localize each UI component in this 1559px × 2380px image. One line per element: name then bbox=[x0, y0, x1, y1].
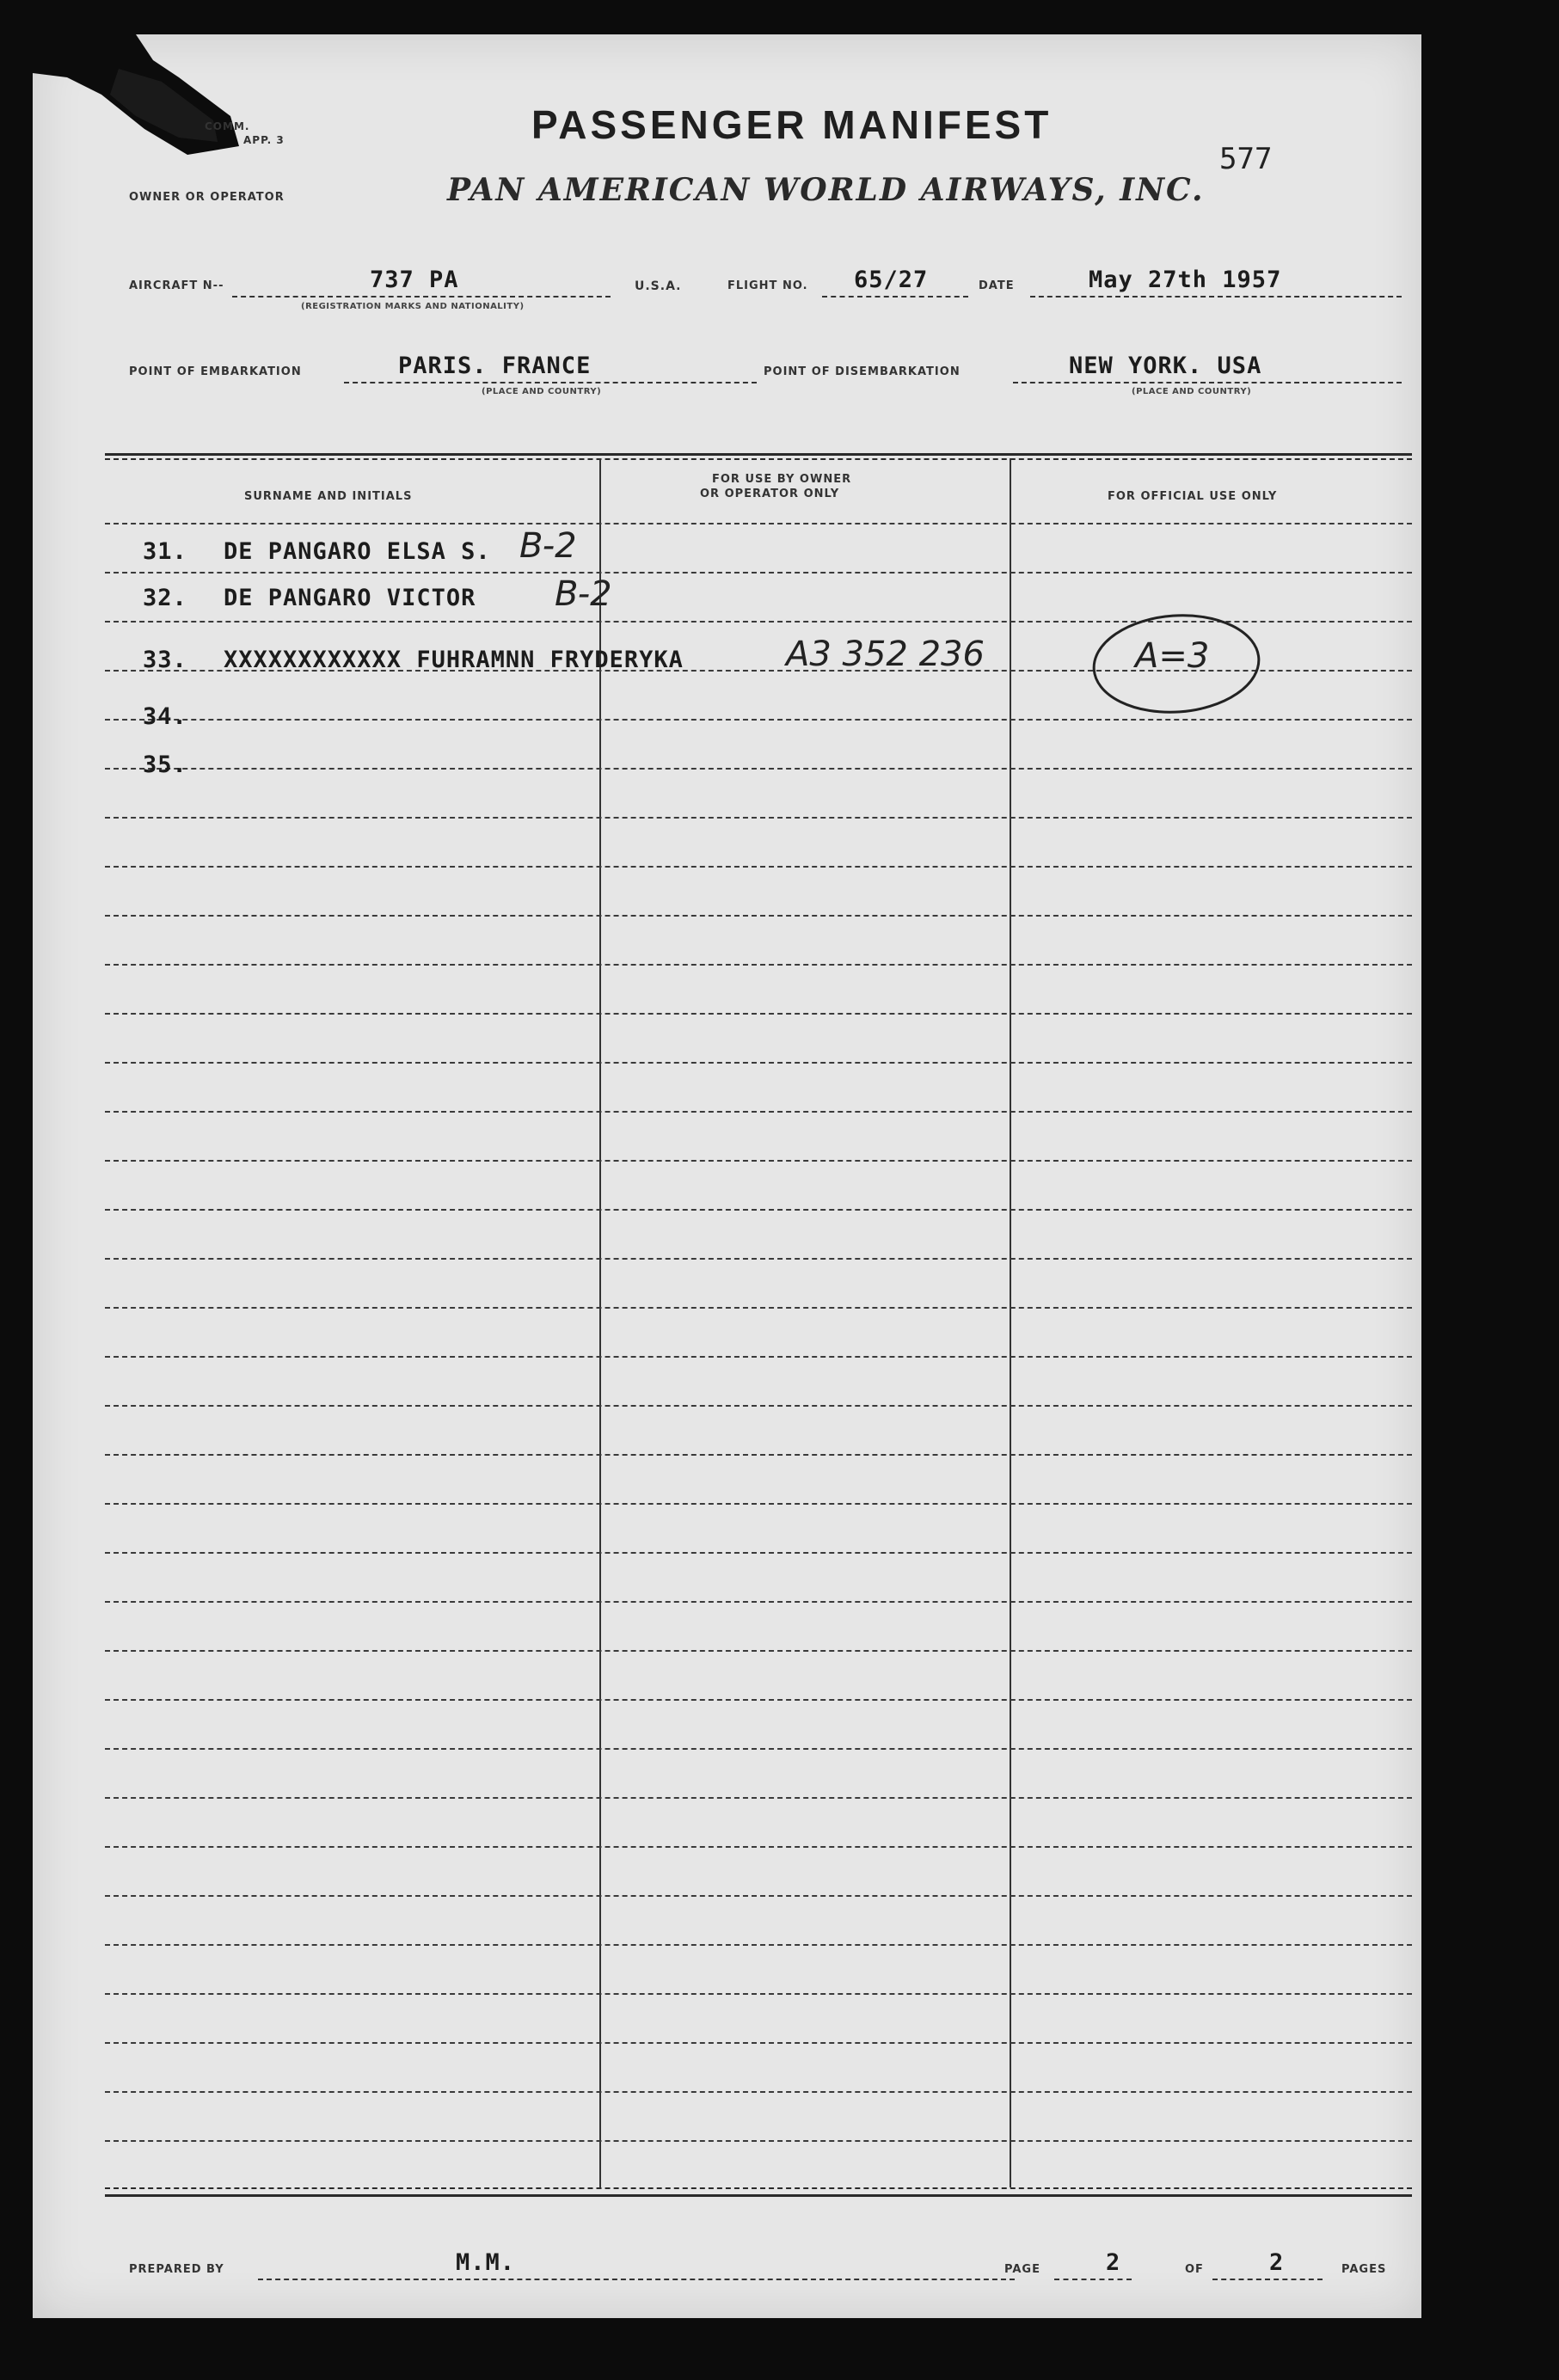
table-row-line bbox=[105, 1748, 1412, 1750]
date-label: DATE bbox=[979, 279, 1015, 292]
aircraft-value: 737 PA bbox=[370, 267, 459, 293]
row-33-number: 33. bbox=[143, 647, 187, 673]
row-31-name: DE PANGARO ELSA S. bbox=[224, 538, 491, 565]
table-row-line bbox=[105, 915, 1412, 917]
table-row-line bbox=[105, 1601, 1412, 1603]
row-34-number: 34. bbox=[143, 703, 187, 730]
table-row-line bbox=[105, 1160, 1412, 1162]
row-32-name: DE PANGARO VICTOR bbox=[224, 585, 476, 611]
table-row-line bbox=[105, 1356, 1412, 1358]
table-row-line bbox=[105, 1307, 1412, 1309]
table-row-line bbox=[105, 1846, 1412, 1848]
table-row-line bbox=[105, 572, 1412, 574]
operator-label: OWNER OR OPERATOR bbox=[129, 191, 285, 204]
flight-label: FLIGHT NO. bbox=[727, 279, 808, 292]
disembarkation-caption: (PLACE AND COUNTRY) bbox=[1132, 387, 1252, 396]
aircraft-country: U.S.A. bbox=[635, 279, 682, 293]
form-code-line1: COMM. bbox=[205, 120, 250, 132]
manifest-sheet bbox=[33, 34, 1421, 2318]
column-header-owner-line2: OR OPERATOR ONLY bbox=[700, 488, 840, 500]
row-32-note: B-2 bbox=[555, 574, 612, 614]
table-row-line bbox=[105, 1699, 1412, 1701]
stamp-number: 577 bbox=[1219, 142, 1273, 176]
embarkation-caption: (PLACE AND COUNTRY) bbox=[482, 387, 602, 396]
table-row-line bbox=[105, 1503, 1412, 1505]
disembarkation-value: NEW YORK. USA bbox=[1069, 353, 1262, 379]
page-label: PAGE bbox=[1004, 2263, 1040, 2276]
of-label: OF bbox=[1185, 2263, 1204, 2276]
table-row-line bbox=[105, 1944, 1412, 1946]
row-31-number: 31. bbox=[143, 538, 187, 565]
table-row-line bbox=[105, 1013, 1412, 1015]
table-row-line bbox=[105, 2140, 1412, 2142]
table-top-rule bbox=[105, 453, 1412, 456]
table-row-line bbox=[105, 1552, 1412, 1554]
table-row-line bbox=[105, 2091, 1412, 2093]
table-row-line bbox=[105, 2042, 1412, 2044]
table-row-line bbox=[105, 768, 1412, 770]
row-35-number: 35. bbox=[143, 751, 187, 778]
pages-label: PAGES bbox=[1341, 2263, 1387, 2276]
table-row-line bbox=[105, 866, 1412, 868]
row-31-note: B-2 bbox=[519, 526, 577, 566]
column-header-owner-line1: FOR USE BY OWNER bbox=[712, 473, 852, 486]
table-row-line bbox=[105, 1405, 1412, 1407]
table-bottom-rule bbox=[105, 2194, 1412, 2197]
table-row-line bbox=[105, 1454, 1412, 1456]
table-row-line bbox=[105, 817, 1412, 819]
row-33-name: XXXXXXXXXXXX FUHRAMNN FRYDERYKA bbox=[224, 647, 684, 673]
table-row-line bbox=[105, 1209, 1412, 1211]
table-row-line bbox=[105, 1258, 1412, 1260]
aircraft-label: AIRCRAFT N-- bbox=[129, 279, 224, 292]
table-row-line bbox=[105, 1993, 1412, 1995]
disembarkation-label: POINT OF DISEMBARKATION bbox=[764, 365, 961, 378]
table-row-line bbox=[105, 1650, 1412, 1652]
date-value: May 27th 1957 bbox=[1089, 267, 1282, 293]
page-value: 2 bbox=[1106, 2249, 1121, 2276]
row-33-note: A3 352 236 bbox=[786, 635, 985, 674]
table-row-line bbox=[105, 523, 1412, 524]
of-value: 2 bbox=[1269, 2249, 1285, 2276]
row-32-number: 32. bbox=[143, 585, 187, 611]
prepared-by-label: PREPARED BY bbox=[129, 2263, 224, 2276]
operator-name: PAN AMERICAN WORLD AIRWAYS, INC. bbox=[447, 172, 1205, 208]
row-33-official: A=3 bbox=[1135, 636, 1210, 676]
flight-value: 65/27 bbox=[854, 267, 929, 293]
aircraft-caption: (REGISTRATION MARKS AND NATIONALITY) bbox=[301, 302, 525, 311]
column-divider-2 bbox=[1010, 458, 1011, 2187]
column-header-surname: SURNAME AND INITIALS bbox=[244, 490, 413, 503]
table-row-line bbox=[105, 1797, 1412, 1799]
table-row-line bbox=[105, 1111, 1412, 1113]
embarkation-label: POINT OF EMBARKATION bbox=[129, 365, 302, 378]
page-title: PASSENGER MANIFEST bbox=[531, 102, 1053, 147]
embarkation-value: PARIS. FRANCE bbox=[398, 353, 592, 379]
form-code-line2: APP. 3 bbox=[243, 134, 285, 146]
column-header-official: FOR OFFICIAL USE ONLY bbox=[1108, 490, 1278, 503]
table-row-line bbox=[105, 1062, 1412, 1064]
prepared-by-value: M.M. bbox=[456, 2249, 516, 2276]
torn-corner bbox=[33, 34, 291, 181]
table-row-line bbox=[105, 1895, 1412, 1897]
table-row-line bbox=[105, 719, 1412, 721]
column-divider-1 bbox=[599, 458, 601, 2187]
table-row-line bbox=[105, 964, 1412, 966]
